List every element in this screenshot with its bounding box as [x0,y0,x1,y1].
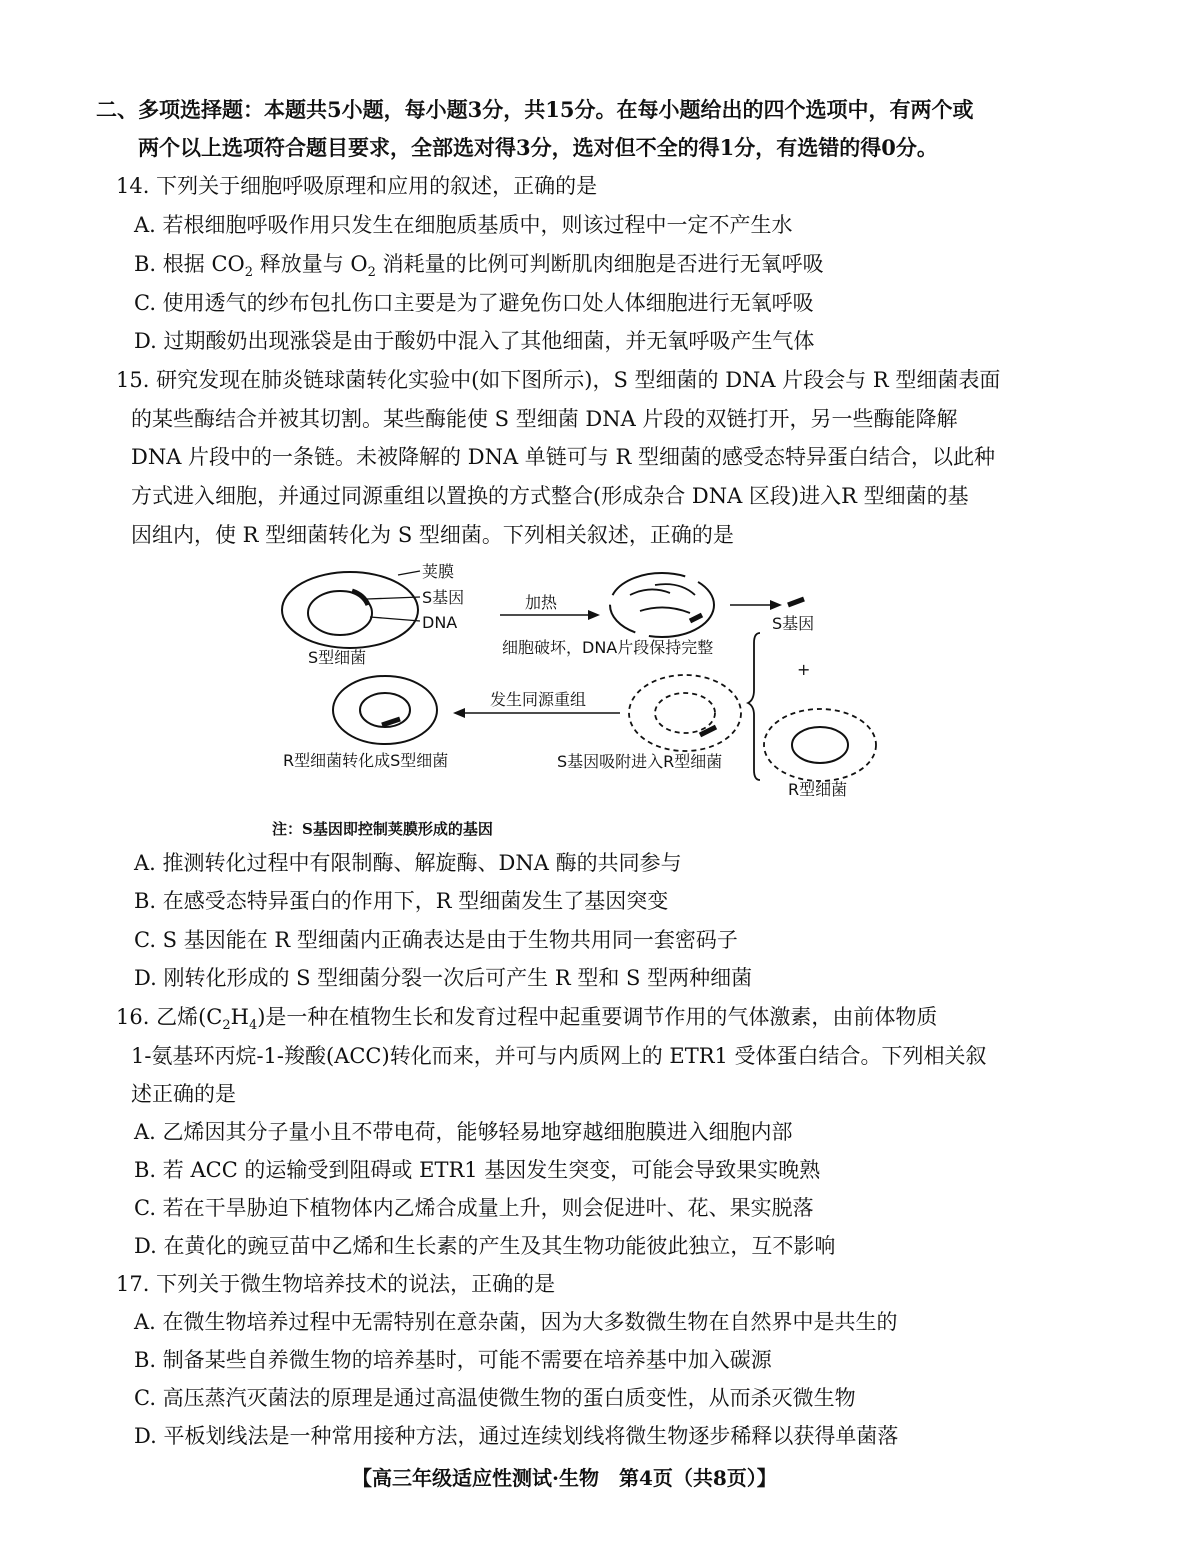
recomb-arrowhead [453,708,465,718]
free-gene-arrowhead [770,600,782,610]
adsorbed-s-gene [700,727,716,735]
adsorb-cell-outer [629,675,741,751]
q15-option-b: B. 在感受态特异蛋白的作用下，R 型细菌发生了基因突变 [134,889,669,913]
transformation-diagram [270,555,910,815]
q16-stem-line: 1-氨基环丙烷-1-羧酸(ACC)转化而来，并可与内质网上的 ETR1 受体蛋白结合。下列相关叙 [131,1044,987,1068]
q17-option-d: D. 平板划线法是一种常用接种方法，通过连续划线将微生物逐步稀释以获得单菌落 [134,1424,899,1448]
bracket [748,633,760,780]
transformed-cell-capsule [333,676,437,744]
q16-option-a: A. 乙烯因其分子量小且不带电荷，能够轻易地穿越细胞膜进入细胞内部 [134,1120,793,1144]
q16-option-b: B. 若 ACC 的运输受到阻碍或 ETR1 基因发生突变，可能会导致果实晚熟 [134,1158,821,1182]
s-gene-leader [367,597,420,599]
section-heading-cont: 两个以上选项符合题目要求，全部选对得3分，选对但不全的得1分，有选错的得0分。 [138,135,938,160]
transformed-label: R型细菌转化成S型细菌 [283,751,449,770]
figure-note: 注：S基因即控制荚膜形成的基因 [272,820,493,838]
free-s-gene-label: S基因 [772,614,815,633]
r-bacteria-dna-circle [792,727,848,763]
q14-option-b: B. 根据 $CO_2$ 释放量与 $O_2$ 消耗量的比例可判断肌肉细胞是否进行无氧呼吸 [134,252,824,281]
q16-stem-line: 16. 乙烯$(C_2H_4)$是一种在植物生长和发育过程中起重要调节作用的气体激素，由前体物质 [116,1005,938,1034]
q15-stem-line: 方式进入细胞，并通过同源重组以置换的方式整合(形成杂合 DNA 区段)进入R 型细菌的基 [131,484,969,508]
capsule-leader [398,571,420,575]
capsule-label: 荚膜 [422,562,455,581]
q15-option-c: C. S 基因能在 R 型细菌内正确表达是由于生物共用同一套密码子 [134,928,738,952]
q16-option-c: C. 若在干旱胁迫下植物体内乙烯合成量上升，则会促进叶、花、果实脱落 [134,1196,814,1220]
q15-option-a: A. 推测转化过程中有限制酶、解旋酶、DNA 酶的共同参与 [134,851,682,875]
free-s-gene [788,599,804,605]
s-gene-label: S基因 [422,588,465,607]
q14-option-d: D. 过期酸奶出现涨袋是由于酸奶中混入了其他细菌，并无氧呼吸产生气体 [134,329,815,353]
q15-stem-line: DNA 片段中的一条链。未被降解的 DNA 单链可与 R 型细菌的感受态特异蛋白结合，以此种 [131,445,995,469]
q14-option-c: C. 使用透气的纱布包扎伤口主要是为了避免伤口处人体细胞进行无氧呼吸 [134,291,814,315]
broken-cell [610,573,714,637]
heat-arrowhead [588,610,600,620]
dna-fragment [640,607,690,613]
q16-stem-line: 述正确的是 [131,1082,236,1106]
q15-stem-line: 因组内，使 R 型细菌转化为 S 型细菌。下列相关叙述，正确的是 [131,523,734,547]
dna-fragment [630,589,670,595]
dna-leader [370,617,420,621]
dna-fragment-gene [690,615,702,621]
q16-option-d: D. 在黄化的豌豆苗中乙烯和生长素的产生及其生物功能彼此独立，互不影响 [134,1234,836,1258]
r-bacteria-label: R型细菌 [788,780,848,799]
q15-stem-line: 15. 研究发现在肺炎链球菌转化实验中(如下图所示)，S 型细菌的 DNA 片段会与 R 型细菌表面 [116,368,1001,392]
s-bacteria-capsule [282,572,418,648]
q17-option-a: A. 在微生物培养过程中无需特别在意杂菌，因为大多数微生物在自然界中是共生的 [134,1310,898,1334]
recomb-label: 发生同源重组 [490,690,587,709]
broken-label: 细胞破坏，DNA片段保持完整 [502,638,714,657]
s-bacteria-label: S型细菌 [308,648,367,667]
q17-option-b: B. 制备某些自养微生物的培养基时，可能不需要在培养基中加入碳源 [134,1348,772,1372]
q15-stem-line: 的某些酶结合并被其切割。某些酶能使 S 型细菌 DNA 片段的双链打开，另一些酶能降解 [131,407,958,431]
plus-sign: + [797,660,811,679]
s-gene-segment [352,591,368,605]
adsorb-label: S基因吸附进入R型细菌 [557,752,723,771]
q14-option-a: A. 若根细胞呼吸作用只发生在细胞质基质中，则该过程中一定不产生水 [134,213,793,237]
page-footer: 【高三年级适应性测试·生物 第4页（共8页）】 [352,1466,777,1490]
q17-stem: 17. 下列关于微生物培养技术的说法，正确的是 [116,1272,556,1296]
q14-stem: 14. 下列关于细胞呼吸原理和应用的叙述，正确的是 [116,174,598,198]
q17-option-c: C. 高压蒸汽灭菌法的原理是通过高温使微生物的蛋白质变性，从而杀灭微生物 [134,1386,856,1410]
dna-label: DNA [422,613,458,632]
heat-label: 加热 [525,593,558,612]
section-heading: 二、多项选择题：本题共5小题，每小题3分，共15分。在每小题给出的四个选项中，有两个或 [96,97,974,122]
q15-option-d: D. 刚转化形成的 S 型细菌分裂一次后可产生 R 型和 S 型两种细菌 [134,966,753,990]
r-bacteria-capsule [764,709,876,781]
adsorb-cell-inner [655,693,715,733]
